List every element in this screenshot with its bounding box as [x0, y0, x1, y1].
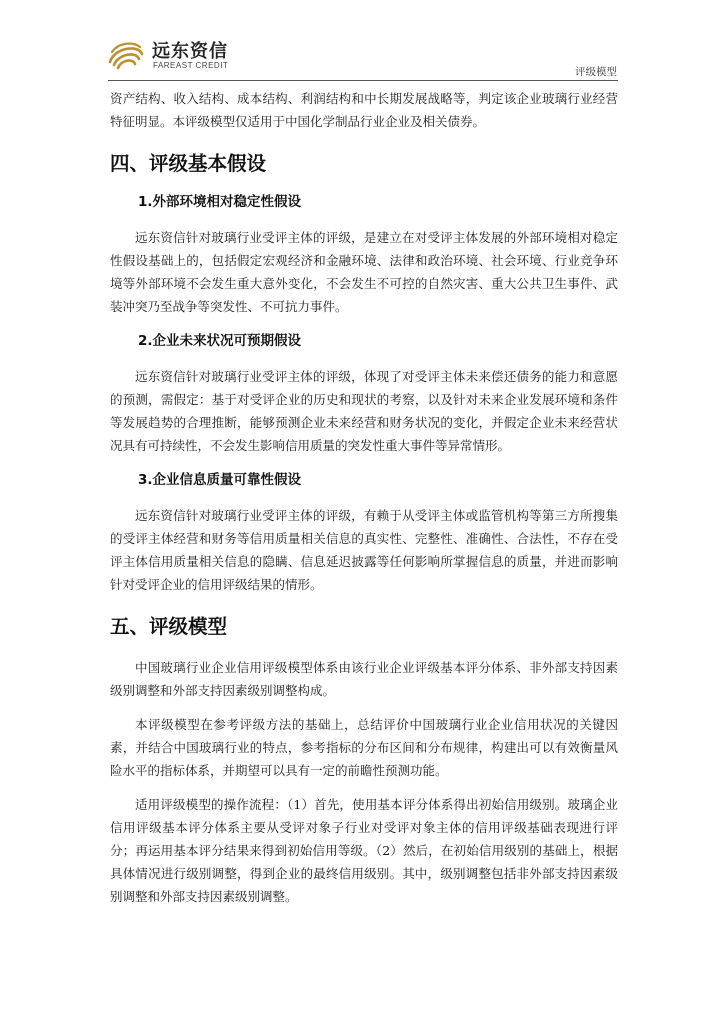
intro-paragraph: 资产结构、收入结构、成本结构、利润结构和中长期发展战略等，判定该企业玻璃行业经营特征明显。本评级模型仅适用于中国化学制品行业企业及相关债券。: [110, 91, 618, 129]
section-4-3-paragraph: 远东资信针对玻璃行业受评主体的评级，有赖于从受评主体或监管机构等第三方所搜集的受评主体经营和财务等信用质量相关信息的真实性、完整性、准确性、合法性，不存在受评主体信用质量相关信息的隐瞒、信息延迟披露等任何影响所掌握信息的质量，并进而影响针对受评企业的信用评级结果的情形。: [110, 508, 618, 592]
header-divider: [108, 80, 618, 81]
page-header: [0, 0, 724, 82]
section-4-2-paragraph: 远东资信针对玻璃行业受评主体的评级，体现了对受评主体未来偿还债务的能力和意愿的预测，需假定：基于对受评企业的历史和现状的考察，以及针对未来企业发展环境和条件等发展趋势的合理推断，能够预测企业未来经营和财务状况的变化，并假定企业未来经营状况具有可持续性，不会发生影响信用质量的突发性重大事件等异常情形。: [110, 369, 618, 453]
brand-name-en: FAREAST CREDIT: [153, 61, 229, 70]
section-5-paragraph-2: 本评级模型在参考评级方法的基础上，总结评价中国玻璃行业企业信用状况的关键因素，并结合中国玻璃行业的特点，参考指标的分布区间和分布规律，构建出可以有效衡量风险水平的指标体系，并期望可以具有一定的前瞻性预测功能。: [110, 717, 618, 778]
section-4-2-title: 2.企业未来状况可预期假设: [138, 333, 302, 349]
brand-mark-icon: [108, 40, 144, 70]
brand-logo: [108, 40, 358, 74]
section-5-paragraph-3: 适用评级模型的操作流程：（1）首先，使用基本评分体系得出初始信用级别。玻璃企业信用评级基本评分体系主要从受评对象子行业对受评对象主体的信用评级基础表现进行评分；再运用基本评分结果来得到初始信用等级。（2）然后，在初始信用级别的基础上，根据具体情况进行级别调整，得到企业的最终信用级别。其中，级别调整包括非外部支持因素级别调整和外部支持因素级别调整。: [110, 797, 618, 904]
page-body: [110, 87, 618, 908]
section-5-paragraph-1: 中国玻璃行业企业信用评级模型体系由该行业企业评级基本评分体系、非外部支持因素级别调整和外部支持因素级别调整构成。: [110, 660, 618, 698]
section-5-title: 五、评级模型: [110, 615, 228, 638]
section-4-1-title: 1.外部环境相对稳定性假设: [138, 194, 302, 210]
section-4-1-paragraph: 远东资信针对玻璃行业受评主体的评级，是建立在对受评主体发展的外部环境相对稳定性假设基础上的，包括假定宏观经济和金融环境、法律和政治环境、社会环境、行业竞争环境等外部环境不会发生重大意外变化，不会发生不可控的自然灾害、重大公共卫生事件、武装冲突乃至战争等突发性、不可抗力事件。: [110, 230, 618, 314]
section-4-3-title: 3.企业信息质量可靠性假设: [138, 472, 302, 488]
doc-type-label: 评级模型: [575, 66, 617, 78]
brand-name-cn: 远东资信: [152, 41, 228, 62]
section-4-title: 四、评级基本假设: [110, 152, 267, 175]
